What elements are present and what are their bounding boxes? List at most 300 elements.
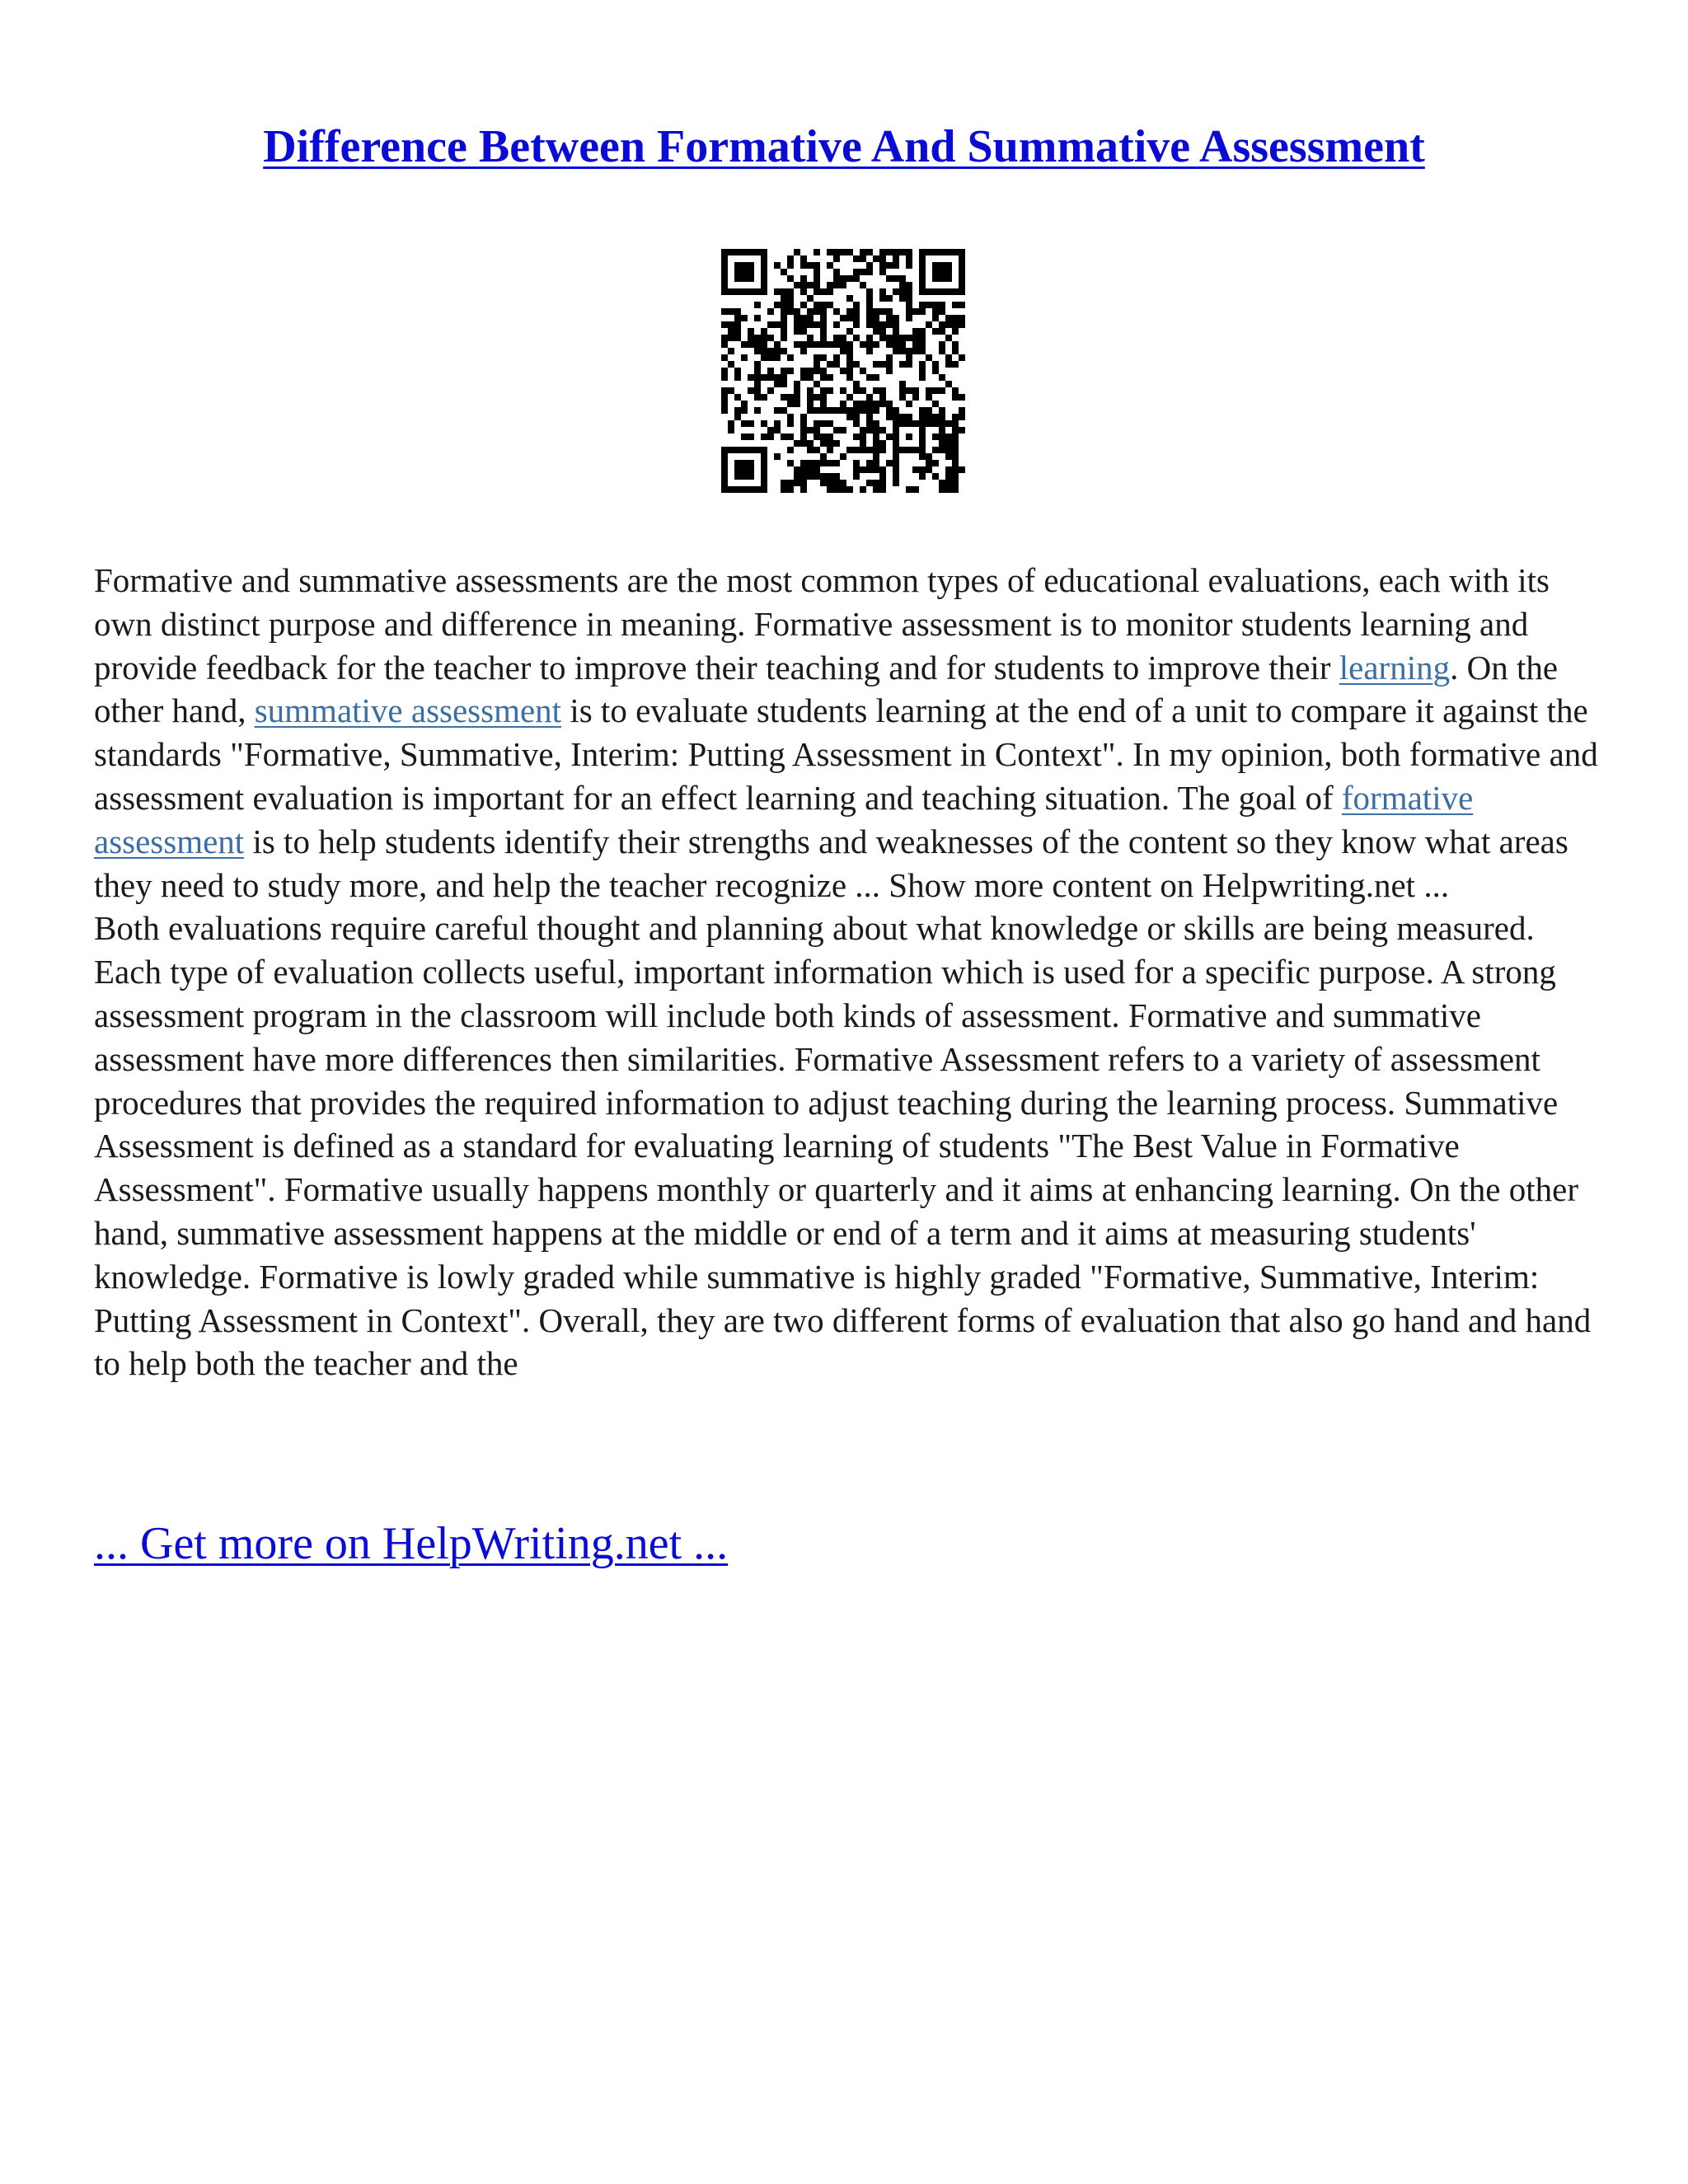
qr-module bbox=[893, 315, 899, 321]
qr-module bbox=[906, 302, 912, 308]
qr-module bbox=[761, 341, 767, 348]
qr-module bbox=[919, 275, 926, 282]
qr-module bbox=[893, 414, 899, 420]
qr-module bbox=[919, 341, 926, 348]
qr-module bbox=[800, 374, 807, 381]
qr-module bbox=[748, 262, 754, 269]
qr-module bbox=[734, 466, 741, 473]
qr-module bbox=[827, 341, 833, 348]
qr-module bbox=[893, 262, 899, 269]
qr-module bbox=[866, 249, 873, 255]
qr-module bbox=[774, 420, 781, 427]
qr-module bbox=[840, 486, 846, 493]
qr-module bbox=[879, 466, 886, 473]
qr-module bbox=[866, 466, 873, 473]
qr-module bbox=[919, 302, 926, 308]
qr-module bbox=[879, 249, 886, 255]
qr-module bbox=[794, 480, 800, 486]
qr-module bbox=[919, 440, 926, 447]
qr-module bbox=[840, 407, 846, 414]
qr-module bbox=[912, 420, 919, 427]
qr-module bbox=[774, 427, 781, 434]
qr-module bbox=[952, 341, 959, 348]
qr-module bbox=[912, 348, 919, 354]
qr-module bbox=[932, 414, 939, 420]
qr-module bbox=[952, 321, 959, 328]
qr-module bbox=[827, 361, 833, 368]
qr-module bbox=[893, 249, 899, 255]
qr-module bbox=[774, 354, 781, 361]
qr-module bbox=[919, 374, 926, 381]
qr-module bbox=[800, 427, 807, 434]
qr-module bbox=[846, 368, 853, 374]
qr-module bbox=[728, 361, 734, 368]
qr-module bbox=[767, 348, 774, 354]
qr-module bbox=[866, 288, 873, 295]
qr-module bbox=[853, 407, 860, 414]
qr-module bbox=[886, 341, 893, 348]
qr-module bbox=[800, 440, 807, 447]
qr-module bbox=[853, 466, 860, 473]
qr-module bbox=[787, 420, 794, 427]
qr-module bbox=[767, 374, 774, 381]
qr-module bbox=[846, 275, 853, 282]
qr-module bbox=[932, 387, 939, 394]
qr-module bbox=[787, 414, 794, 420]
qr-module bbox=[846, 361, 853, 368]
qr-module bbox=[748, 275, 754, 282]
qr-module bbox=[748, 387, 754, 394]
qr-module bbox=[879, 394, 886, 401]
qr-module bbox=[866, 348, 873, 354]
qr-module bbox=[734, 328, 741, 335]
qr-module bbox=[741, 407, 748, 414]
qr-module bbox=[860, 486, 866, 493]
qr-module bbox=[879, 447, 886, 453]
qr-module bbox=[866, 460, 873, 466]
qr-module bbox=[860, 255, 866, 262]
qr-module bbox=[959, 466, 965, 473]
qr-module bbox=[879, 321, 886, 328]
qr-module bbox=[721, 282, 728, 288]
qr-module bbox=[932, 288, 939, 295]
qr-module bbox=[932, 361, 939, 368]
qr-module bbox=[886, 249, 893, 255]
qr-module bbox=[945, 453, 952, 460]
qr-module bbox=[945, 262, 952, 269]
qr-module bbox=[754, 394, 761, 401]
qr-module bbox=[959, 407, 965, 414]
qr-module bbox=[879, 328, 886, 335]
qr-module bbox=[734, 374, 741, 381]
qr-module bbox=[893, 453, 899, 460]
qr-module bbox=[833, 335, 840, 341]
qr-module bbox=[926, 321, 932, 328]
qr-module bbox=[787, 262, 794, 269]
qr-module bbox=[807, 315, 814, 321]
qr-module bbox=[728, 288, 734, 295]
qr-module bbox=[932, 269, 939, 275]
qr-module bbox=[800, 275, 807, 282]
qr-module bbox=[814, 381, 820, 387]
qr-module bbox=[932, 447, 939, 453]
qr-module bbox=[906, 348, 912, 354]
summative-assessment-link[interactable]: summative assessment bbox=[254, 691, 562, 730]
qr-module bbox=[860, 427, 866, 434]
qr-module bbox=[820, 315, 827, 321]
qr-module bbox=[827, 473, 833, 480]
qr-module bbox=[840, 401, 846, 407]
qr-module bbox=[866, 401, 873, 407]
qr-module bbox=[814, 308, 820, 315]
qr-module bbox=[886, 335, 893, 341]
qr-module bbox=[873, 420, 879, 427]
qr-module bbox=[912, 394, 919, 401]
qr-module bbox=[932, 328, 939, 335]
qr-module bbox=[833, 480, 840, 486]
qr-module bbox=[952, 387, 959, 394]
qr-module bbox=[748, 341, 754, 348]
qr-module bbox=[833, 354, 840, 361]
qr-module bbox=[833, 473, 840, 480]
qr-module bbox=[800, 414, 807, 420]
qr-module bbox=[919, 288, 926, 295]
qr-module bbox=[728, 427, 734, 434]
qr-module bbox=[952, 361, 959, 368]
qr-module bbox=[827, 387, 833, 394]
qr-module bbox=[833, 440, 840, 447]
qr-module bbox=[860, 341, 866, 348]
qr-module bbox=[899, 394, 906, 401]
qr-module bbox=[827, 460, 833, 466]
qr-module bbox=[748, 374, 754, 381]
qr-module bbox=[853, 414, 860, 420]
qr-module bbox=[879, 295, 886, 302]
qr-module bbox=[886, 275, 893, 282]
qr-module bbox=[939, 434, 945, 440]
qr-module bbox=[959, 269, 965, 275]
qr-module bbox=[754, 315, 761, 321]
qr-module bbox=[879, 361, 886, 368]
qr-module bbox=[932, 368, 939, 374]
qr-module bbox=[734, 275, 741, 282]
qr-module bbox=[893, 473, 899, 480]
qr-module bbox=[800, 282, 807, 288]
qr-module bbox=[754, 447, 761, 453]
qr-module bbox=[945, 420, 952, 427]
qr-module bbox=[734, 262, 741, 269]
qr-module bbox=[814, 420, 820, 427]
qr-module bbox=[721, 335, 728, 341]
formative-assessment-link[interactable]: formative assessment bbox=[94, 778, 1474, 860]
qr-module bbox=[846, 394, 853, 401]
qr-module bbox=[827, 440, 833, 447]
qr-module bbox=[866, 480, 873, 486]
paragraph-1-part-1: Formative and summative assessments are the most common types of educational evaluations, each with its own distinct purpose and difference in meaning. Formative assessment is to monitor students learning and provide feedback for the teacher to improve their teaching and for students to improve their bbox=[94, 561, 1550, 687]
qr-module bbox=[906, 361, 912, 368]
qr-module bbox=[959, 262, 965, 269]
qr-module bbox=[761, 460, 767, 466]
qr-module bbox=[926, 288, 932, 295]
qr-module bbox=[774, 381, 781, 387]
qr-module bbox=[787, 275, 794, 282]
qr-module bbox=[886, 308, 893, 315]
qr-module bbox=[754, 341, 761, 348]
qr-module bbox=[794, 473, 800, 480]
qr-module bbox=[734, 308, 741, 315]
qr-module bbox=[820, 401, 827, 407]
qr-module bbox=[939, 374, 945, 381]
qr-module bbox=[820, 460, 827, 466]
qr-module bbox=[794, 381, 800, 387]
qr-module bbox=[846, 295, 853, 302]
qr-module bbox=[807, 321, 814, 328]
qr-module bbox=[846, 308, 853, 315]
qr-module bbox=[846, 407, 853, 414]
qr-module bbox=[787, 434, 794, 440]
qr-module bbox=[886, 368, 893, 374]
qr-module bbox=[919, 466, 926, 473]
qr-module bbox=[820, 328, 827, 335]
qr-module bbox=[774, 262, 781, 269]
qr-module bbox=[959, 394, 965, 401]
qr-module bbox=[939, 414, 945, 420]
qr-module bbox=[906, 315, 912, 321]
qr-module bbox=[827, 282, 833, 288]
qr-module bbox=[939, 328, 945, 335]
qr-module bbox=[794, 308, 800, 315]
qr-module bbox=[899, 387, 906, 394]
qr-module bbox=[873, 321, 879, 328]
qr-module bbox=[873, 453, 879, 460]
qr-module bbox=[814, 269, 820, 275]
qr-module bbox=[734, 394, 741, 401]
qr-module bbox=[820, 335, 827, 341]
qr-module bbox=[787, 308, 794, 315]
qr-module bbox=[860, 434, 866, 440]
qr-module bbox=[728, 447, 734, 453]
qr-module bbox=[734, 269, 741, 275]
get-more-link[interactable]: ... Get more on HelpWriting.net ... bbox=[94, 1518, 729, 1569]
qr-module bbox=[734, 321, 741, 328]
qr-module bbox=[827, 407, 833, 414]
qr-module bbox=[939, 480, 945, 486]
qr-module bbox=[893, 321, 899, 328]
qr-module bbox=[952, 453, 959, 460]
qr-module bbox=[952, 288, 959, 295]
qr-module bbox=[846, 414, 853, 420]
qr-module bbox=[952, 466, 959, 473]
qr-module bbox=[939, 387, 945, 394]
qr-module bbox=[748, 269, 754, 275]
qr-module bbox=[820, 321, 827, 328]
qr-module bbox=[906, 249, 912, 255]
learning-link[interactable]: learning bbox=[1339, 648, 1451, 687]
qr-module bbox=[781, 308, 787, 315]
qr-module bbox=[912, 335, 919, 341]
qr-module bbox=[952, 414, 959, 420]
qr-module bbox=[827, 288, 833, 295]
qr-module bbox=[800, 315, 807, 321]
qr-module bbox=[748, 460, 754, 466]
qr-module bbox=[945, 315, 952, 321]
qr-module bbox=[906, 414, 912, 420]
qr-module bbox=[866, 374, 873, 381]
qr-module bbox=[866, 420, 873, 427]
qr-module bbox=[932, 420, 939, 427]
qr-module bbox=[906, 282, 912, 288]
qr-module bbox=[959, 414, 965, 420]
qr-module bbox=[846, 328, 853, 335]
qr-module bbox=[899, 282, 906, 288]
qr-module bbox=[741, 486, 748, 493]
qr-module bbox=[939, 420, 945, 427]
qr-module bbox=[899, 341, 906, 348]
qr-module bbox=[754, 387, 761, 394]
qr-module bbox=[781, 434, 787, 440]
qr-module bbox=[860, 466, 866, 473]
qr-module bbox=[873, 466, 879, 473]
qr-module bbox=[952, 249, 959, 255]
qr-module bbox=[820, 473, 827, 480]
qr-module bbox=[761, 394, 767, 401]
qr-module bbox=[899, 288, 906, 295]
qr-module bbox=[833, 407, 840, 414]
title-link[interactable]: Difference Between Formative And Summative Assessment bbox=[263, 121, 1425, 172]
qr-module bbox=[741, 275, 748, 282]
qr-module bbox=[807, 394, 814, 401]
qr-module bbox=[721, 466, 728, 473]
qr-module bbox=[781, 480, 787, 486]
qr-module bbox=[860, 249, 866, 255]
qr-module bbox=[781, 328, 787, 335]
qr-module bbox=[945, 473, 952, 480]
qr-module bbox=[741, 420, 748, 427]
qr-module bbox=[866, 407, 873, 414]
qr-module bbox=[945, 440, 952, 447]
qr-module bbox=[939, 427, 945, 434]
qr-module bbox=[800, 486, 807, 493]
qr-module bbox=[873, 434, 879, 440]
qr-module bbox=[721, 394, 728, 401]
qr-module bbox=[734, 249, 741, 255]
qr-module bbox=[741, 341, 748, 348]
qr-module bbox=[939, 440, 945, 447]
qr-module bbox=[873, 255, 879, 262]
qr-module bbox=[945, 288, 952, 295]
qr-module bbox=[853, 420, 860, 427]
qr-module bbox=[721, 387, 728, 394]
qr-module bbox=[866, 341, 873, 348]
qr-module bbox=[932, 308, 939, 315]
qr-module bbox=[794, 394, 800, 401]
qr-module bbox=[721, 269, 728, 275]
qr-module bbox=[893, 466, 899, 473]
qr-module bbox=[820, 420, 827, 427]
qr-module bbox=[860, 269, 866, 275]
qr-module bbox=[774, 453, 781, 460]
qr-module bbox=[820, 453, 827, 460]
qr-module bbox=[873, 407, 879, 414]
qr-module bbox=[919, 335, 926, 341]
qr-module bbox=[945, 275, 952, 282]
qr-module bbox=[879, 255, 886, 262]
qr-module bbox=[886, 321, 893, 328]
qr-module bbox=[741, 447, 748, 453]
qr-module bbox=[787, 447, 794, 453]
qr-module bbox=[919, 473, 926, 480]
qr-module bbox=[814, 354, 820, 361]
qr-module bbox=[873, 387, 879, 394]
qr-module bbox=[886, 460, 893, 466]
qr-module bbox=[899, 420, 906, 427]
qr-module bbox=[893, 420, 899, 427]
qr-module bbox=[800, 328, 807, 335]
qr-module bbox=[893, 407, 899, 414]
qr-module bbox=[939, 486, 945, 493]
qr-module bbox=[866, 269, 873, 275]
qr-module bbox=[959, 354, 965, 361]
qr-module bbox=[853, 275, 860, 282]
qr-module bbox=[781, 407, 787, 414]
qr-module bbox=[926, 302, 932, 308]
qr-module bbox=[728, 486, 734, 493]
qr-module bbox=[879, 387, 886, 394]
qr-module bbox=[800, 255, 807, 262]
qr-module bbox=[787, 486, 794, 493]
qr-module bbox=[899, 361, 906, 368]
qr-module bbox=[807, 427, 814, 434]
qr-module bbox=[807, 335, 814, 341]
qr-module bbox=[952, 486, 959, 493]
qr-module bbox=[814, 341, 820, 348]
qr-module bbox=[774, 348, 781, 354]
qr-module bbox=[919, 308, 926, 315]
qr-module bbox=[781, 335, 787, 341]
qr-module bbox=[919, 368, 926, 374]
qr-module bbox=[833, 255, 840, 262]
qr-module bbox=[906, 288, 912, 295]
qr-module bbox=[748, 466, 754, 473]
qr-module bbox=[807, 466, 814, 473]
qr-module bbox=[945, 361, 952, 368]
qr-module bbox=[926, 249, 932, 255]
qr-module bbox=[741, 434, 748, 440]
qr-module bbox=[873, 480, 879, 486]
qr-module bbox=[926, 460, 932, 466]
qr-module bbox=[820, 288, 827, 295]
qr-module bbox=[833, 486, 840, 493]
qr-module bbox=[734, 315, 741, 321]
qr-module bbox=[939, 321, 945, 328]
qr-module bbox=[827, 480, 833, 486]
qr-module bbox=[754, 407, 761, 414]
qr-module bbox=[820, 308, 827, 315]
qr-module bbox=[827, 434, 833, 440]
qr-module bbox=[912, 308, 919, 315]
qr-module bbox=[893, 434, 899, 440]
qr-module bbox=[814, 466, 820, 473]
qr-module bbox=[734, 335, 741, 341]
qr-module bbox=[886, 295, 893, 302]
qr-module bbox=[899, 348, 906, 354]
qr-module bbox=[860, 401, 866, 407]
qr-module bbox=[952, 480, 959, 486]
qr-module bbox=[893, 440, 899, 447]
qr-module bbox=[853, 315, 860, 321]
qr-module bbox=[840, 275, 846, 282]
qr-module bbox=[800, 434, 807, 440]
